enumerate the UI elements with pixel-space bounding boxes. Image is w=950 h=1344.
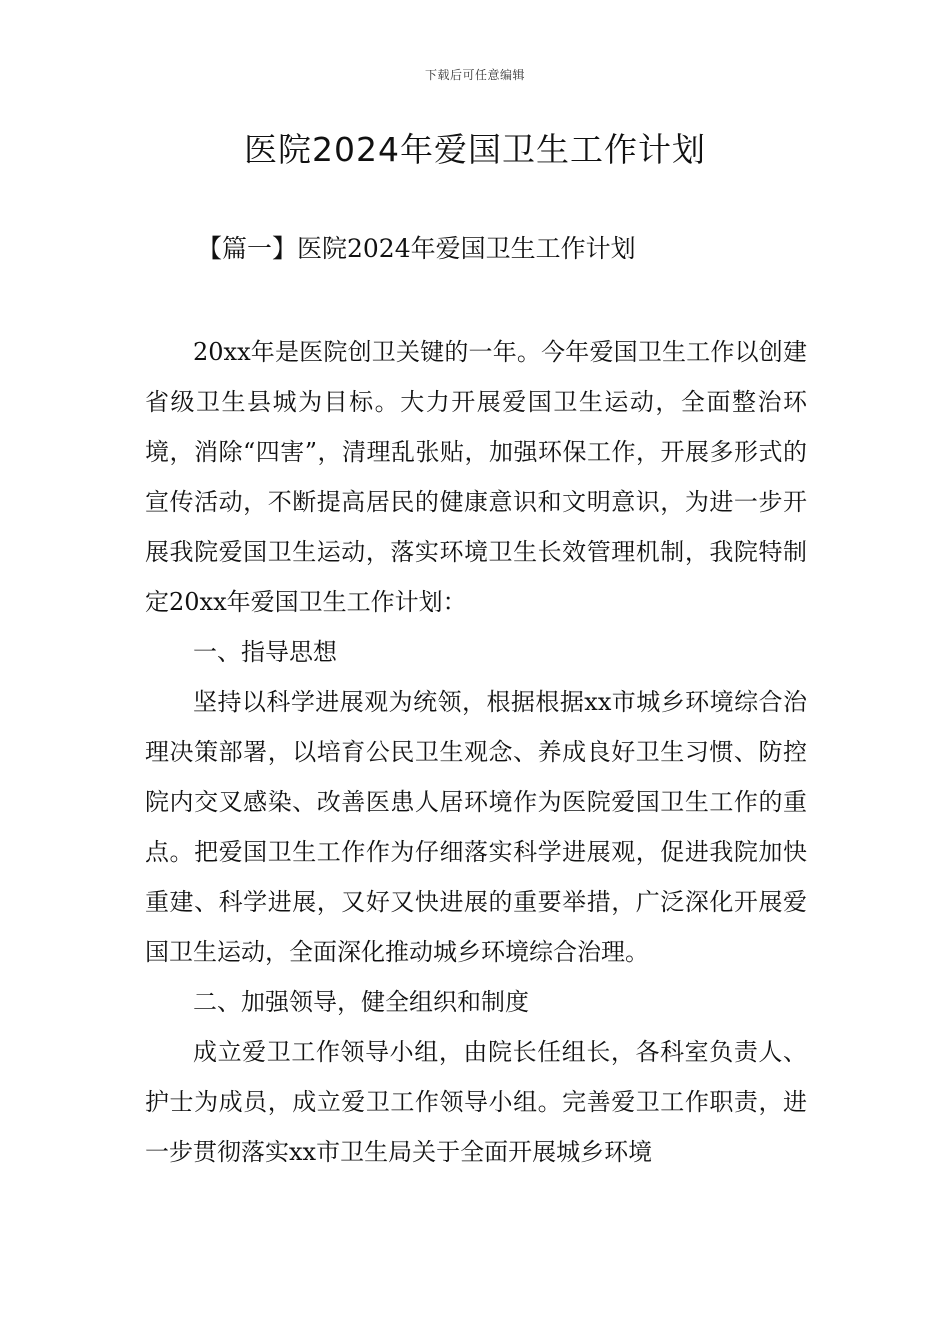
guiding-ideology-paragraph: 坚持以科学进展观为统领，根据根据xx市城乡环境综合治理决策部署，以培育公民卫生观念、养成良好卫生习惯、防控院内交叉感染、改善医患人居环境作为医院爱国卫生工作的重点。把爱国卫生工作作为仔细落实科学进展观，促进我院加快重建、科学进展，又好又快进展的重要举措，广泛深化开展爱国卫生运动，全面深化推动城乡环境综合治理。 xyxy=(145,688,807,966)
document-body xyxy=(145,327,807,1177)
intro-paragraph: 20xx年是医院创卫关键的一年。今年爱国卫生工作以创建省级卫生县城为目标。大力开展爱国卫生运动，全面整治环境，消除“四害”，清理乱张贴，加强环保工作，开展多形式的宣传活动，不断提高居民的健康意识和文明意识，为进一步开展我院爱国卫生运动，落实环境卫生长效管理机制，我院特制定20xx年爱国卫生工作计划： xyxy=(145,338,807,616)
section-heading: 【篇一】医院2024年爱国卫生工作计划 xyxy=(197,234,636,263)
document-title: 医院2024年爱国卫生工作计划 xyxy=(244,130,706,169)
subheading-leadership: 二、加强领导，健全组织和制度 xyxy=(193,988,529,1016)
leadership-paragraph: 成立爱卫工作领导小组，由院长任组长，各科室负责人、护士为成员，成立爱卫工作领导小组。完善爱卫工作职责，进一步贯彻落实xx市卫生局关于全面开展城乡环境 xyxy=(145,1038,807,1166)
header-note: 下载后可任意编辑 xyxy=(424,68,525,82)
subheading-guiding-ideology: 一、指导思想 xyxy=(193,638,337,666)
